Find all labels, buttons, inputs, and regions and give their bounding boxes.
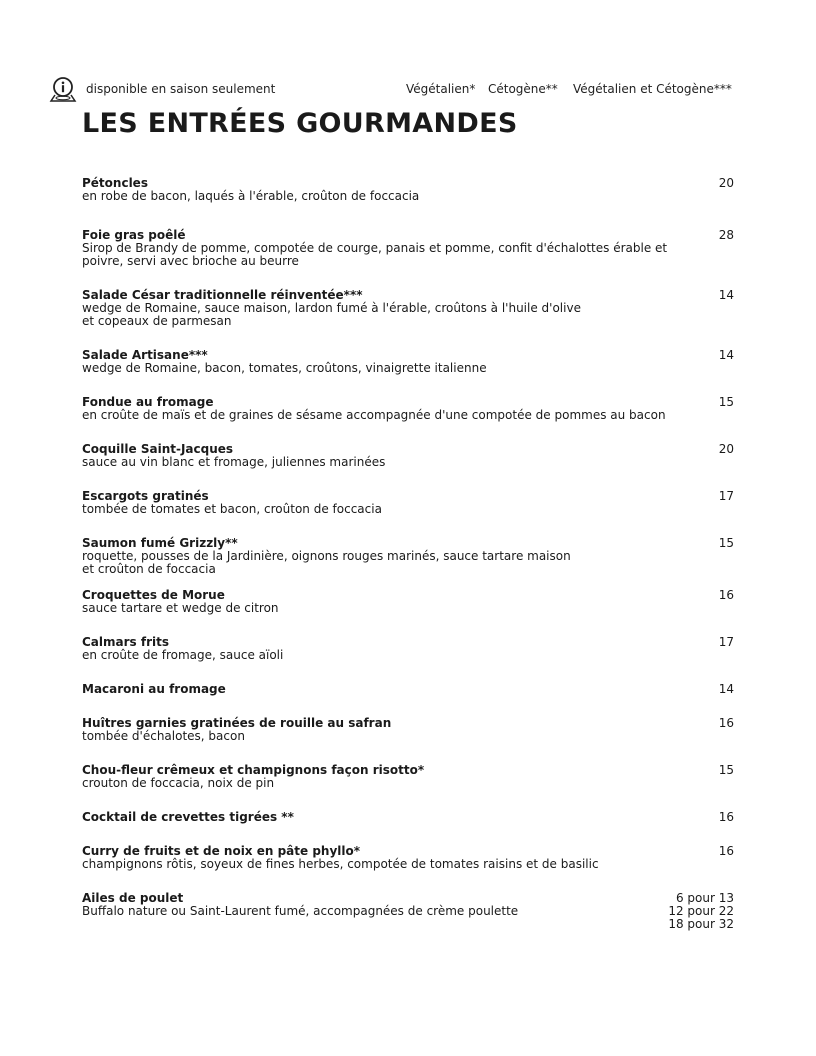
item-price: 14 [718,288,734,302]
item-price: 15 [718,395,734,409]
item-name: Pétoncles [82,176,148,190]
item-name: Ailes de poulet [82,891,184,905]
item-price: 14 [718,682,734,696]
item-description: en croûte de fromage, sauce aïoli [82,648,284,662]
menu-item [82,289,734,328]
vegan-keto-legend: Végétalien et Cétogène*** [573,82,732,96]
menu-item [82,229,734,268]
item-name: Saumon fumé Grizzly** [82,536,238,550]
menu-item [82,396,734,422]
item-price-option: 18 pour 32 [668,917,734,931]
item-price-option: 12 pour 22 [668,904,734,918]
menu-item [82,683,734,696]
item-price: 20 [718,176,734,190]
menu-item [82,845,734,871]
menu-item [82,636,734,662]
menu-item [82,490,734,516]
item-description: tombée de tomates et bacon, croûton de foccacia [82,502,382,516]
item-price: 28 [718,228,734,242]
item-name: Cocktail de crevettes tigrées ** [82,810,294,824]
item-price-option: 6 pour 13 [675,891,734,905]
item-name: Croquettes de Morue [82,588,225,602]
section-title: LES ENTRÉES GOURMANDES [82,108,518,139]
menu-item [82,537,734,576]
item-description: Buffalo nature ou Saint-Laurent fumé, accompagnées de crème poulette [82,904,519,918]
item-description: crouton de foccacia, noix de pin [82,776,275,790]
item-description-line-2: et copeaux de parmesan [82,314,232,328]
item-name: Coquille Saint-Jacques [82,442,234,456]
seasonal-legend-text: disponible en saison seulement [86,82,276,96]
menu-item [82,891,734,931]
item-description-line-2: et croûton de foccacia [82,562,216,576]
item-description: en croûte de maïs et de graines de sésame accompagnée d'une compotée de pommes au bacon [82,408,666,422]
item-name: Foie gras poêlé [82,228,186,242]
item-name: Calmars frits [82,635,169,649]
item-name: Salade Artisane*** [82,348,208,362]
menu-item [82,811,734,824]
item-description: sauce au vin blanc et fromage, juliennes marinées [82,455,386,469]
item-name: Fondue au fromage [82,395,214,409]
item-price: 16 [718,844,734,858]
menu-item [82,349,734,375]
item-price: 14 [718,348,734,362]
item-price: 15 [718,763,734,777]
item-description: Sirop de Brandy de pomme, compotée de courge, panais et pomme, confit d'échalottes érable et poivre, servi avec brioche au beurre [82,241,668,268]
item-name: Huîtres garnies gratinées de rouille au safran [82,716,392,730]
menu-item [82,717,734,743]
item-description: roquette, pousses de la Jardinière, oignons rouges marinés, sauce tartare maison [82,549,571,563]
keto-legend: Cétogène** [488,82,558,96]
dietary-legend [48,76,738,104]
item-description: wedge de Romaine, sauce maison, lardon fumé à l'érable, croûtons à l'huile d'olive [82,301,581,315]
item-description: wedge de Romaine, bacon, tomates, croûtons, vinaigrette italienne [82,361,487,375]
item-price: 16 [718,810,734,824]
item-price: 16 [718,716,734,730]
item-name: Curry de fruits et de noix en pâte phyllo* [82,844,361,858]
item-description: champignons rôtis, soyeux de fines herbes, compotée de tomates raisins et de basilic [82,857,599,871]
item-description: sauce tartare et wedge de citron [82,601,279,615]
item-price-options [668,892,734,931]
menu-item [82,177,734,203]
item-name: Chou-fleur crêmeux et champignons façon risotto* [82,763,425,777]
item-description: en robe de bacon, laqués à l'érable, croûton de foccacia [82,189,420,203]
vegan-legend: Végétalien* [406,82,476,96]
menu-item [82,764,734,790]
item-price: 17 [718,635,734,649]
item-price: 20 [718,442,734,456]
item-price: 17 [718,489,734,503]
item-name: Escargots gratinés [82,489,209,503]
menu-item [82,443,734,469]
item-price: 15 [718,536,734,550]
menu-item [82,589,734,615]
item-description: tombée d'échalotes, bacon [82,729,245,743]
info-location-icon [48,76,78,104]
item-price: 16 [718,588,734,602]
item-name: Macaroni au fromage [82,682,226,696]
item-name: Salade César traditionnelle réinventée*** [82,288,363,302]
